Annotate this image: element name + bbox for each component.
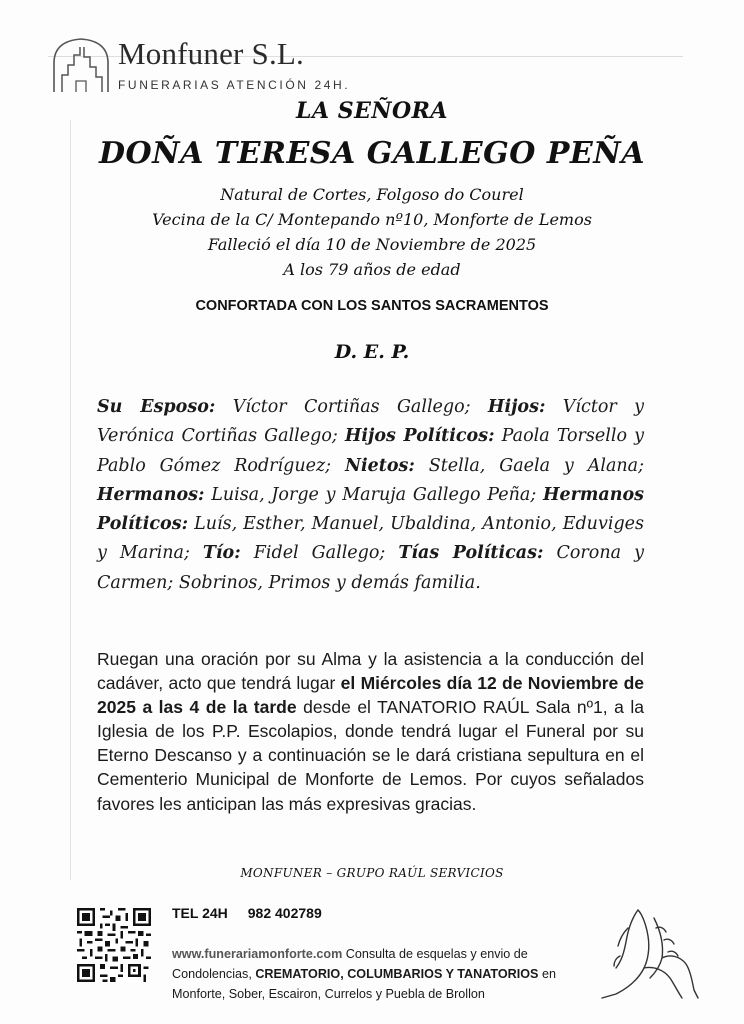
qr-code-icon <box>77 908 151 982</box>
hermanos-politicos-label: Hermanos Políticos: <box>97 484 644 535</box>
nietos-names: Stella, Gaela y Alana; <box>428 455 644 476</box>
deceased-name: DOÑA TERESA GALLEGO PEÑA <box>99 136 645 171</box>
side-rule <box>70 120 71 880</box>
title-pre: LA SEÑORA <box>296 98 448 124</box>
tel-number[interactable]: 982 402789 <box>247 905 322 921</box>
tias-politicas-label: Tías Políticas: <box>398 543 544 564</box>
detail-address: Vecina de la C/ Montepando nº10, Monforte de Lemos <box>152 210 592 229</box>
ceremony-intro: Ruegan una oración por su Alma y la asistencia a la conducción del cadáver, acto que tendrá lugar <box>97 649 644 694</box>
tio-label: Tío: <box>202 543 241 564</box>
hermanos-names: Luisa, Jorge y Maruja Gallego Peña; <box>211 484 537 505</box>
monfuner-logo-icon <box>50 35 112 93</box>
footer-text-1: Consulta de esquelas y envio de Condolencias, <box>172 947 528 981</box>
esposo-names: Víctor Cortiñas Gallego; <box>232 397 471 417</box>
nietos-label: Nietos: <box>344 455 415 476</box>
footer-text-2: en Monforte, Sober, Escairon, Currelos y Puebla de Brollon <box>172 967 556 1001</box>
dep-line: D. E. P. <box>334 341 410 363</box>
website-link[interactable]: www.funerariamonforte.com <box>172 947 343 961</box>
detail-death-date: Falleció el día 10 de Noviembre de 2025 <box>207 235 537 254</box>
tio-names: Fidel Gallego; <box>253 543 386 564</box>
tel-label: TEL 24H <box>172 905 228 921</box>
brand-subtitle: FUNERARIAS ATENCIÓN 24H. <box>118 78 351 92</box>
family-paragraph <box>97 393 644 598</box>
praying-hands-icon <box>598 908 710 1000</box>
hijos-names: Víctor y Verónica Cortiñas Gallego; <box>97 397 644 447</box>
signature-line: MONFUNER – GRUPO RAÚL SERVICIOS <box>240 866 504 880</box>
hijos-politicos-names: Paola Torsello y Pablo Gómez Rodríguez; <box>97 426 644 476</box>
footer-info <box>172 944 602 1004</box>
detail-age: A los 79 años de edad <box>283 260 461 279</box>
ceremony-paragraph <box>97 647 644 816</box>
hermanos-politicos-names: Luís, Esther, Manuel, Ubaldina, Antonio, Eduviges y Marina; <box>97 514 644 564</box>
tias-politicas-names: Corona y Carmen; Sobrinos, Primos y demás familia. <box>97 543 644 593</box>
ceremony-date: el Miércoles día 12 de Noviembre de 2025 a las 4 de la tarde <box>97 673 645 718</box>
hijos-label: Hijos: <box>487 397 546 417</box>
ceremony-details: desde el TANATORIO RAÚL Sala nº1, a la Iglesia de los P.P. Escolapios, donde tendrá lugar el Funeral por su Eterno Descanso y a continuación se le dará cristiana sepultura en el Cementerio Municipal de Monforte de Lemos. Por cuyos señalados favores les anticipan las más expresivas gracias. <box>97 697 644 814</box>
detail-origin: Natural de Cortes, Folgoso do Courel <box>220 185 524 204</box>
hermanos-label: Hermanos: <box>97 484 205 505</box>
telephone-line <box>172 905 342 921</box>
hijos-politicos-label: Hijos Políticos: <box>344 426 495 447</box>
esposo-label: Su Esposo: <box>97 397 216 417</box>
brand-name: Monfuner S.L. <box>118 36 304 71</box>
sacraments-line: CONFORTADA CON LOS SANTOS SACRAMENTOS <box>195 298 549 314</box>
footer-services: CREMATORIO, COLUMBARIOS Y TANATORIOS <box>255 967 539 981</box>
